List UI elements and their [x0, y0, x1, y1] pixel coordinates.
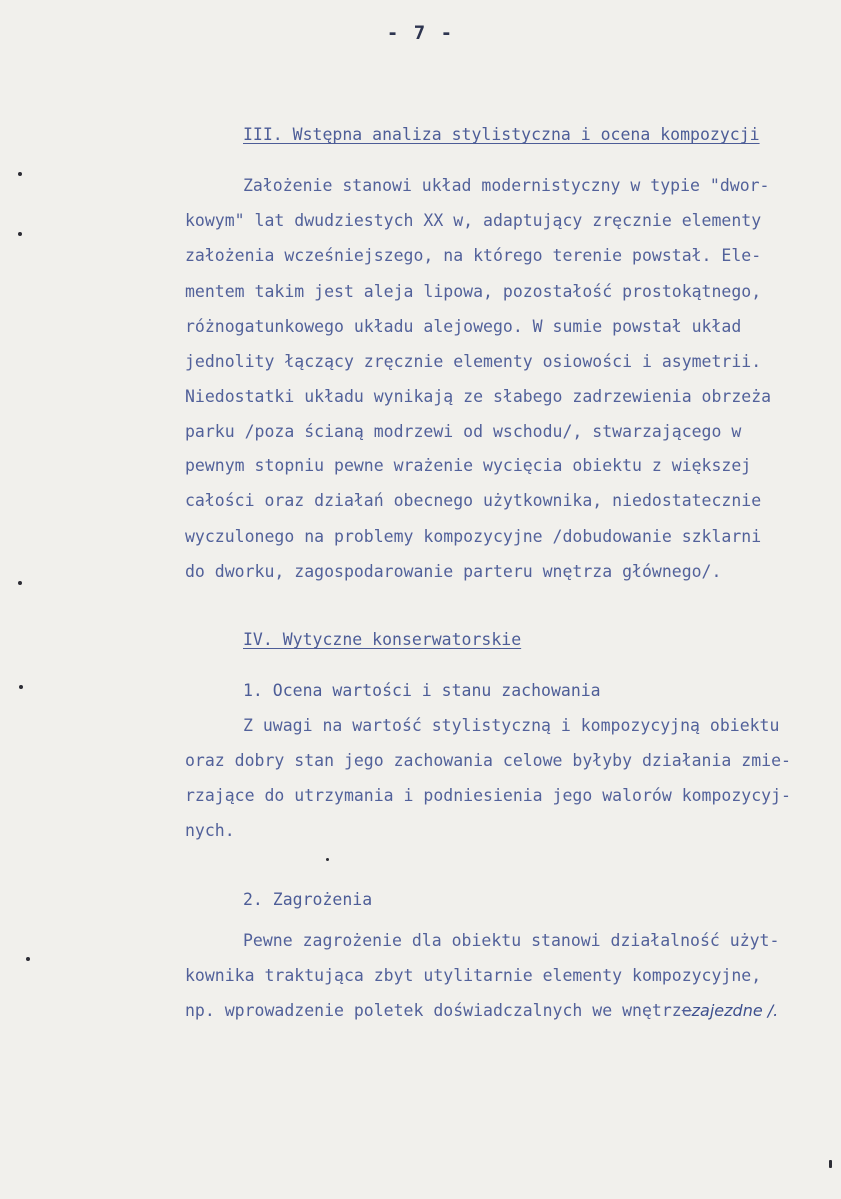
text-line: kownika traktująca zbyt utylitarnie elementy kompozycyjne, — [185, 966, 762, 985]
section-4-heading: IV. Wytyczne konserwatorskie — [243, 630, 522, 649]
margin-mark — [18, 232, 22, 236]
section-3-heading: III. Wstępna analiza stylistyczna i ocena kompozycji — [243, 125, 760, 144]
handwritten-correction: zajezdne /. — [691, 1001, 779, 1020]
text-line: oraz dobry stan jego zachowania celowe byłyby działania zmie- — [185, 751, 791, 770]
text-line: całości oraz działań obecnego użytkownika, niedostatecznie — [185, 491, 762, 510]
text-line: Niedostatki układu wynikają ze słabego zadrzewienia obrzeża — [185, 387, 772, 406]
text-line: Założenie stanowi układ modernistyczny w typie "dwor- — [243, 176, 770, 195]
subsection-2-title: 2. Zagrożenia — [243, 890, 373, 909]
text-line: nych. — [185, 821, 235, 840]
text-line: wyczulonego na problemy kompozycyjne /dobudowanie szklarni — [185, 527, 762, 546]
text-line: różnogatunkowego układu alejowego. W sumie powstał układ — [185, 317, 742, 336]
margin-mark — [26, 957, 30, 961]
typed-text: np. wprowadzenie poletek doświadczalnych we wnętrz — [185, 1001, 682, 1020]
text-line: jednolity łączący zręcznie elementy osiowości i asymetrii. — [185, 352, 762, 371]
text-line: mentem takim jest aleja lipowa, pozostałość prostokątnego, — [185, 282, 762, 301]
text-line: kowym" lat dwudziestych XX w, adaptujący zręcznie elementy — [185, 211, 762, 230]
margin-mark — [829, 1160, 832, 1168]
text-line: do dworku, zagospodarowanie parteru wnętrza głównego/. — [185, 562, 722, 581]
text-line: pewnym stopniu pewne wrażenie wycięcia obiektu z większej — [185, 456, 752, 475]
text-line-with-correction — [185, 1001, 778, 1020]
text-line: Z uwagi na wartość stylistyczną i kompozycyjną obiektu — [243, 716, 780, 735]
subsection-1-title: 1. Ocena wartości i stanu zachowania — [243, 681, 601, 700]
margin-mark — [19, 685, 23, 689]
text-line: rzające do utrzymania i podniesienia jego walorów kompozycyj- — [185, 786, 791, 805]
margin-mark — [18, 172, 22, 176]
text-line: założenia wcześniejszego, na którego terenie powstał. Ele- — [185, 246, 762, 265]
page-number: - 7 - — [386, 22, 455, 44]
margin-mark — [326, 858, 329, 861]
text-line: parku /poza ścianą modrzewi od wschodu/, stwarzającego w — [185, 422, 742, 441]
text-line: Pewne zagrożenie dla obiektu stanowi działalność użyt- — [243, 931, 780, 950]
margin-mark — [18, 581, 22, 585]
struck-text: e — [681, 1001, 692, 1020]
